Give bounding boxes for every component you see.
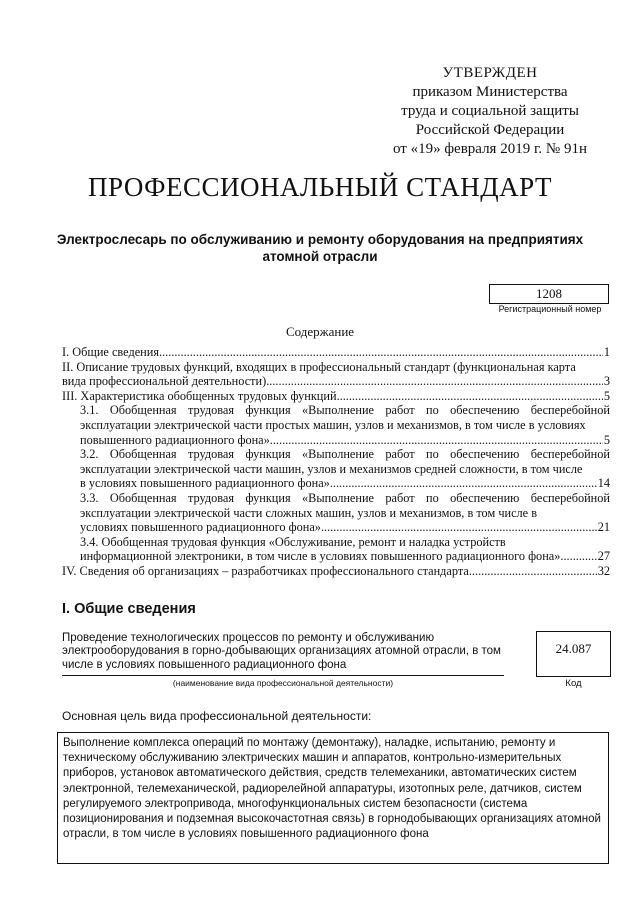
approval-line: труда и социальной защиты <box>401 103 579 119</box>
toc-entry[interactable]: 3.3. Обобщенная трудовая функция «Выполнение работ по обеспечению бесперебойной эксплуатации электрической части сложных машин, узлов и механизмов, в том числе в условиях повышенного радиационного фона» ..... 21 <box>62 491 610 535</box>
toc-page-number: 5 <box>603 432 610 447</box>
toc-page-number: 27 <box>597 549 610 564</box>
goal-label: Основная цель вида профессиональной деятельности: <box>62 709 372 723</box>
standard-name <box>40 231 600 265</box>
toc-entry[interactable]: III. Характеристика обобщенных трудовых функций ..... 5 <box>62 389 610 404</box>
toc-page-number: 3 <box>603 374 610 389</box>
toc-page-number: 5 <box>603 388 610 403</box>
standard-name-line: атомной отрасли <box>262 249 378 264</box>
toc-entry[interactable]: 3.1. Обобщенная трудовая функция «Выполнение работ по обеспечению бесперебойной эксплуатации электрической части простых машин, узлов и механизмов, в том числе в условиях повышенного радиационного фона» ..... 5 <box>62 403 610 447</box>
goal-text-box: Выполнение комплекса операций по монтажу (демонтажу), наладке, испытанию, ремонту и техническому обслуживанию электрических машин и аппаратов, контрольно-измерительных приборов, установок автоматического действия, средств телемеханики, автоматических систем электронной, телемеханической, радиорелейной аппаратуры, изотопных реле, датчиков, систем регулируемого электропривода, многофункциональных систем безопасности (система позиционирования и подземная высокочастотная связь) в горнодобывающих организациях атомной отрасли, в том числе в условиях повышенного радиационного фона <box>57 732 609 864</box>
toc-page-number: 32 <box>597 563 610 578</box>
toc-entry[interactable]: IV. Сведения об организациях – разработчиках профессионального стандарта ..... 32 <box>62 564 610 579</box>
approval-line: Российской Федерации <box>415 122 565 138</box>
registration-number-box: 1208 <box>489 284 609 304</box>
toc-entry[interactable]: I. Общие сведения ..... 1 <box>62 345 610 360</box>
toc-entry[interactable]: 3.4. Обобщенная трудовая функция «Обслуживание, ремонт и наладка устройств информационной электроники, в том числе в условиях повышенного радиационного фона» ..... 27 <box>62 535 610 564</box>
registration-number-label: Регистрационный номер <box>498 304 602 314</box>
toc-title: Содержание <box>285 324 355 339</box>
approval-line: приказом Министерства <box>412 84 568 100</box>
document-title: ПРОФЕССИОНАЛЬНЫЙ СТАНДАРТ <box>87 172 553 202</box>
activity-caption: (наименование вида профессиональной деятельности) <box>172 678 394 688</box>
approval-stamp <box>372 64 608 159</box>
toc-page-number: 1 <box>603 345 610 359</box>
toc-entry[interactable]: 3.2. Обобщенная трудовая функция «Выполнение работ по обеспечению бесперебойной эксплуатации электрической части машин, узлов и механизмов средней сложности, в том числе в условиях повышенного радиационного фона» ..... 14 <box>62 447 610 491</box>
toc-page-number: 21 <box>597 520 610 535</box>
approval-heading: УТВЕРЖДЕН <box>442 65 538 81</box>
table-of-contents <box>62 345 610 579</box>
standard-name-line: Электрослесарь по обслуживанию и ремонту оборудования на предприятиях <box>56 232 584 247</box>
activity-underline <box>62 675 504 676</box>
toc-page-number: 14 <box>597 476 610 491</box>
activity-name: Проведение технологических процессов по ремонту и обслуживанию электрооборудования в горно-добывающих организациях атомной отрасли, в том числе в условиях повышенного радиационного фона <box>62 632 501 671</box>
activity-code-box: 24.087 <box>536 631 611 677</box>
section-heading: I. Общие сведения <box>62 601 196 617</box>
approval-date: от «19» февраля 2019 г. № 91н <box>392 141 588 157</box>
toc-entry[interactable]: II. Описание трудовых функций, входящих в профессиональный стандарт (функциональная карта вида профессиональной деятельности) ..... 3 <box>62 360 610 389</box>
activity-code-caption: Код <box>565 678 582 689</box>
